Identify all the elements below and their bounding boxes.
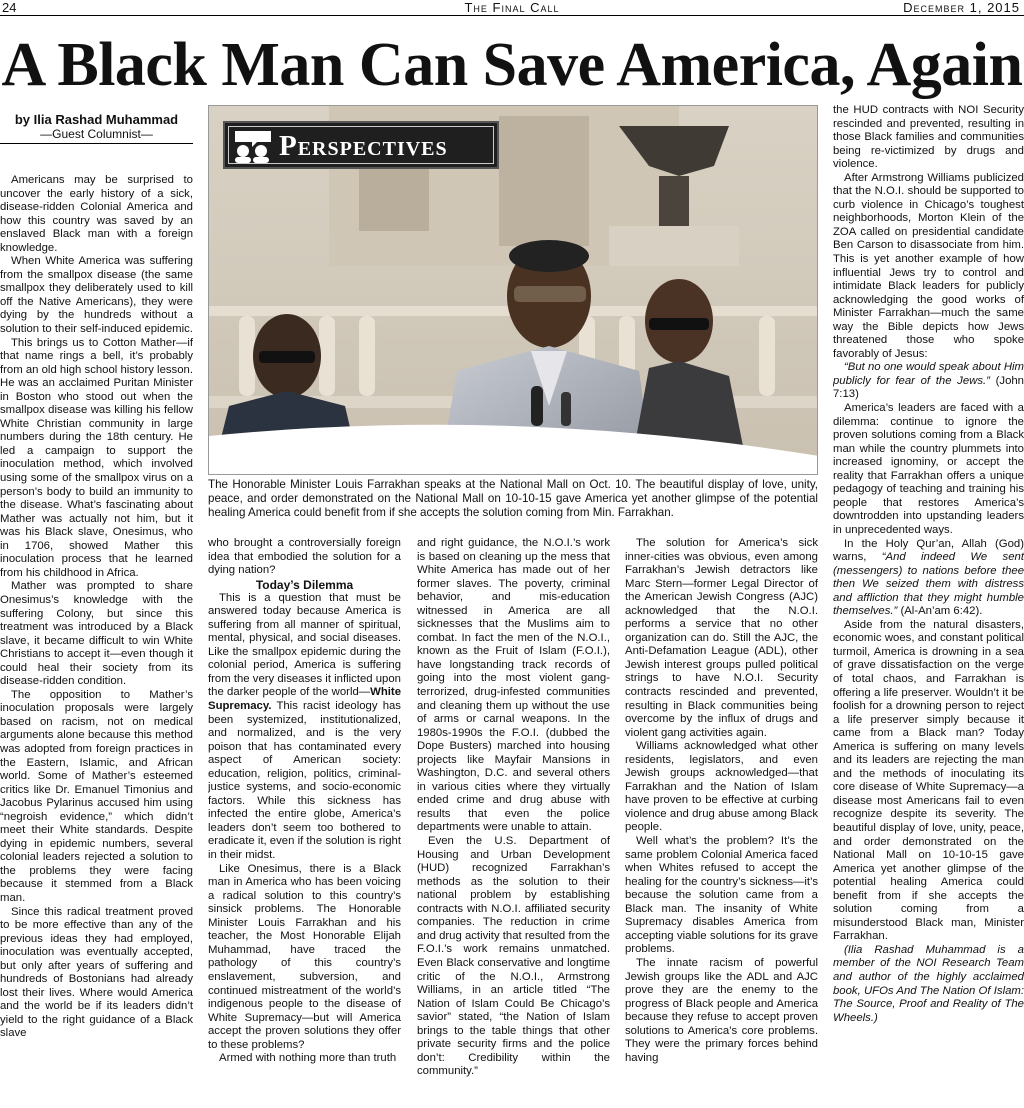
paragraph: and right guidance, the N.O.I.’s work is based on cleaning up the mess that White America has made out of her former slaves. The poverty, criminal behavior, and mis-education witnessed in America are all sicknesses that the Muslims aim to combat. In fact the men of the N.O.I., known as the Fruit of Islam (F.O.I.), have longstanding track records of going into the most violent gang-terrorized, drug-infested communities and cleaning them up without the use of arms or carnal weapons. In the 1980s-1990s the F.O.I. (dubbed the Dope Busters) marched into housing projects like Mayfair Mansions in Washington, D.C. and several others in various cities where they virtually ended crime and drug abuse with results that even the police departments were unable to attain. <box>417 537 610 834</box>
headline: A Black Man Can Save America, Again <box>1 31 1023 99</box>
article-column-3 <box>417 537 610 1108</box>
paragraph: After Armstrong Williams publicized that the N.O.I. should be supported to curb violence in Chicago’s toughest neighborhoods, Morton Klein of the ZOA called on presidential candidate Ben Carson to disassociate from him. This is yet another example of how influential Jews try to control and intimidate Black leaders for publicly acknowledging the good works of Minister Farrakhan—much the same way the Bible depicts how Jews threatened those who spoke favorably of Jesus: <box>833 171 1024 360</box>
article-column-4 <box>625 537 818 1108</box>
section-subhead: Today’s Dilemma <box>255 577 354 592</box>
paragraph: Americans may be surprised to uncover the early history of a sick, disease-ridden Colonial America and how this country was saved by an enslaved Black man with a foreign knowledge. <box>0 174 193 254</box>
article-column-2 <box>208 537 401 1108</box>
paragraph: The opposition to Mather’s inoculation proposals were largely based on racism, not on medical arguments alone because this method was adopted from foreign practices in the Eastern, Islamic, and African world. Some of Mather’s esteemed critics like Dr. Emanuel Timonius and Jacobus Pylarinus accused him using “negroish evidence,” which didn’t meet their White standards. Despite dying in epidemic numbers, several colonial leaders rejected a solution to the problems they were facing because it stemmed from a Black man. <box>0 688 193 904</box>
quote-reference: (Al-An’am 6:42). <box>897 605 983 618</box>
perspectives-banner <box>223 121 499 169</box>
issue-date: December 1, 2015 <box>903 0 1020 15</box>
paragraph: Armed with nothing more than truth <box>219 1052 397 1065</box>
page-number: 24 <box>2 0 17 15</box>
byline <box>0 112 193 144</box>
paragraph-text: In the Holy Qur’an, Allah (God) warns, <box>833 537 1024 564</box>
author-role: —Guest Columnist— <box>0 127 193 144</box>
paragraph: Mather was prompted to share Onesimus’s knowledge with the suffering Colony, but since this treatment was introduced by a Black slave, it became difficult to win White Christians to accept it—even though it could heal their society from its disease-ridden condition. <box>0 580 193 688</box>
paragraph: the HUD contracts with NOI Security rescinded and prevented, resulting in those Black families and communities being re-victimized by drugs and violence. <box>833 104 1024 171</box>
quote-reference: (John 7:13) <box>833 374 1024 401</box>
paragraph <box>208 592 401 863</box>
paragraph-text: This racist ideology has been systemized, institutionalized, and normalized, and is the very poison that has contaminated every aspect of American society: education, religion, politics, criminal-justice systems, and socio-economic factors. While this sickness has infected the entire globe, America’s leaders don’t seem too bothered to eradicate it, even if the solution is right in their midst. <box>208 700 401 862</box>
paragraph: The innate racism of powerful Jewish groups like the ADL and AJC prove they are the enemy to the progress of Black people and America because they refuse to accept proven solutions to America’s core problems. They were the primary forces behind having <box>625 956 818 1064</box>
feature-photo <box>208 105 818 475</box>
article-column-5 <box>833 104 1024 1108</box>
paragraph: Williams acknowledged what other residents, legislators, and even Jewish groups acknowledged—that Farrakhan and the Nation of Islam have proven to be effective at curbing violence and drug abuse among Black people. <box>625 740 818 834</box>
paragraph: Even the U.S. Department of Housing and Urban Development (HUD) recognized Farrakhan’s methods as the solution to their national problem by establishing contracts with N.O.I. affiliated security companies. The reduction in crime and drug activity that resulted from the F.O.I.’s work remains unmatched. Even Black conservative and longtime critic of the N.O.I., Armstrong Williams, in an article titled “The Nation of Islam Could Be Chicago’s savior” stated, “the Nation of Islam brings to the table things that other private security firms and the police don’t: Credibility within the community.” <box>417 835 610 1078</box>
photo-caption: The Honorable Minister Louis Farrakhan speaks at the National Mall on Oct. 10. The beautiful display of love, unity, peace, and order demonstrated on the National Mall on 10-10-15 gave America yet another glimpse of the potential healing America could benefit from if she accepts the solution coming from Min. Farrakhan. <box>208 478 818 520</box>
author-note: (Ilia Rashad Muhammad is a member of the NOI Research Team and author of the highly acclaimed book, UFOs And The Nation Of Islam: The Source, Proof and Reality of The Wheels.) <box>833 943 1024 1024</box>
article-column-1 <box>0 112 193 1108</box>
banner-label: Perspectives <box>279 130 448 162</box>
speech-people-icon <box>231 129 275 163</box>
bible-quote: “But no one would speak about Him publicly for fear of the Jews.” <box>833 361 1024 387</box>
paragraph: The solution for America’s sick inner-cities was obvious, even among Farrakhan’s Jewish detractors like Marc Stern—former Legal Director of the American Jewish Congress (AJC) acknowledged that the N.O.I. performs a service that no other organization can do. Still the AJC, the Anti-Defamation League (ADL), other Jewish interest groups pulled political strings to have N.O.I. Security contracts rescinded and prevented, resulting in Black communities being overcome by the influx of drugs and violent gang activities again. <box>625 537 818 739</box>
author-name: by Ilia Rashad Muhammad <box>14 112 179 127</box>
paragraph <box>833 538 1024 619</box>
paragraph <box>833 361 1024 402</box>
page-header <box>0 0 1024 16</box>
paragraph: This brings us to Cotton Mather—if that name rings a bell, it’s probably from an old high school history lesson. He was an acclaimed Puritan Minister in Boston who stood out when the smallpox disease was killing his fellow White Christian community in large numbers during the 18th century. He led a campaign to support the inoculation method, which involved using some of the smallpox virus on a person’s body to build an immunity to the disease. What’s fascinating about Mather was actually not him, but it was his Black slave, Onesimus, who in 1706, showed Mather this inoculation process that he learned from his childhood in Africa. <box>0 336 193 579</box>
paragraph: Like Onesimus, there is a Black man in America who has been voicing a radical solution to this country’s sinsick problems. The Honorable Minister Louis Farrakhan and his teacher, the Most Honorable Elijah Muhammad, have traced the pathology of this country’s enslavement, subversion, and continued mistreatment of the world’s indigenous people to the disease of White Supremacy—but will America accept the proven solutions they offer to these problems? <box>208 862 401 1051</box>
quran-quote: “And indeed We sent (messengers) to nations before thee then We seized them with distress and affliction that they might humble themselves.” <box>833 551 1024 618</box>
paragraph-text: This is a question that must be answered today because America is suffering from all manner of spiritual, mental, physical, and social diseases. Like the smallpox epidemic during the colonial period, America is suffering from the very diseases it inflicted upon the darker people of the world— <box>208 591 401 699</box>
paragraph: America’s leaders are faced with a dilemma: continue to ignore the proven solutions coming from a Black man while the country plummets into increased ignominy, or accept the reality that Farrakhan offers a unique pedagogy of teaching and training his people that restores America’s downtrodden into upstanding leaders in unprecedented ways. <box>833 402 1024 536</box>
paragraph: Aside from the natural disasters, economic woes, and constant political turmoil, America is drowning in a sea of grave dissatisfaction on the verge of total chaos, and Farrakhan is offering a life preserver. Wouldn’t it be foolish for a drowning person to reject a life preserver simply because it came from a Black man? Today America is suffering on many levels and its leaders are rejecting the man and the methods of inoculating its core disease of White Supremacy—a disease most Americans fail to even recognize despite its severity. The beautiful display of love, unity, peace, and order demonstrated on the National Mall on 10-10-15 gave America yet another glimpse of the potential healing America could benefit from if she accepts the solution coming from a misunderstood Black man, Minister Farrakhan. <box>833 618 1024 943</box>
paragraph: Well what’s the problem? It’s the same problem Colonial America faced when Whites refused to accept the healing for the country’s sickness—it’s because the solution came from a Black man. The insanity of White Supremacy disables America from accepting viable solutions for its grave problems. <box>625 835 818 956</box>
bold-phrase: White Supremacy. <box>208 686 401 713</box>
paragraph: who brought a controversially foreign idea that embodied the solution for a dying nation? <box>208 537 401 577</box>
publication-name: The Final Call <box>464 0 560 15</box>
paragraph: When White America was suffering from the smallpox disease (the same smallpox they deliberately used to kill off the Native Americans), they were dying by the hundreds without a solution to their self-induced epidemic. <box>0 255 193 336</box>
paragraph: Since this radical treatment proved to be more effective than any of the previous ideas they had employed, inoculation was eventually accepted, but only after years of suffering and hundreds of Bostonians had already lost their lives. Where would America and the world be if its leaders didn’t yield to the right guidance of a Black slave <box>0 905 193 1040</box>
